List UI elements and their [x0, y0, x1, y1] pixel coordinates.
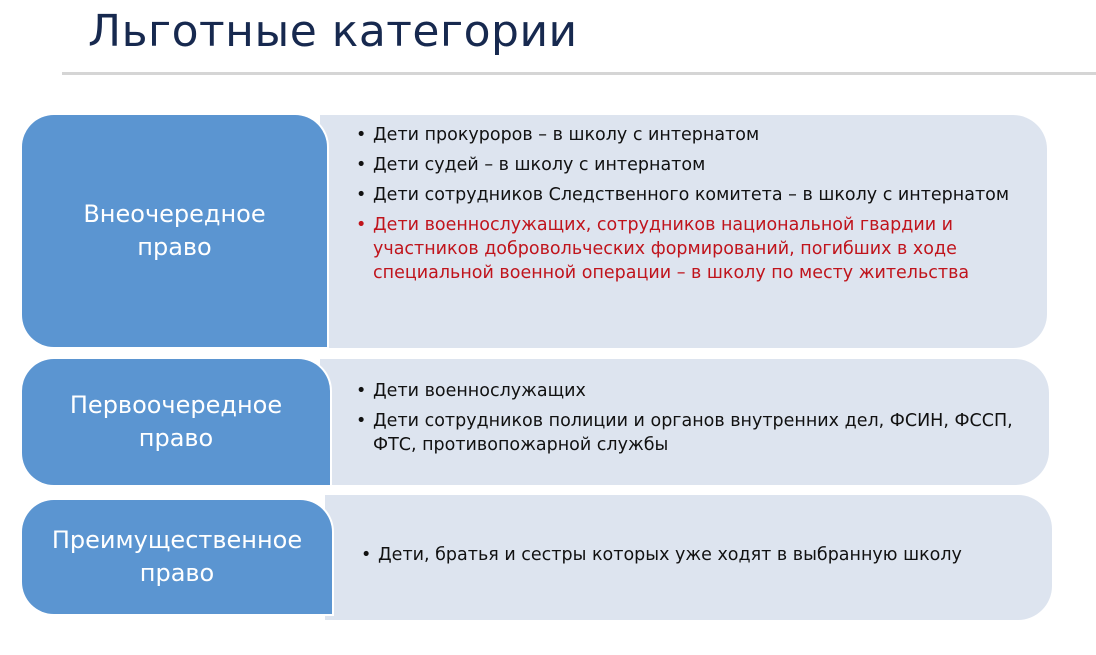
category-label-preferential: [22, 500, 332, 614]
category-label-line: право: [139, 559, 215, 587]
category-label-line: Внеочередное: [83, 200, 266, 228]
list-item: • Дети военнослужащих: [356, 379, 1016, 403]
list-item: • Дети сотрудников Следственного комитета – в школу с интернатом: [356, 183, 1016, 207]
list-item-highlighted: • Дети военнослужащих, сотрудников национальной гвардии и участников добровольческих формирований, погибших в ходе специальной военной операции – в школу по месту жительства: [356, 213, 1016, 285]
list-item: • Дети сотрудников полиции и органов внутренних дел, ФСИН, ФССП, ФТС, противопожарной службы: [356, 409, 1016, 457]
category-label-priority: [22, 359, 330, 485]
category-content-priority: [320, 359, 1049, 485]
category-label-line: право: [138, 424, 214, 452]
category-label-extraordinary: [22, 115, 327, 347]
category-content-extraordinary: [320, 115, 1047, 348]
category-label-line: Преимущественное: [51, 526, 303, 554]
category-content-preferential: [325, 495, 1052, 620]
category-label-line: Первоочередное: [69, 391, 283, 419]
category-label-line: право: [137, 233, 212, 261]
list-item: • Дети прокуроров – в школу с интернатом: [356, 123, 1016, 147]
list-item: • Дети судей – в школу с интернатом: [356, 153, 1016, 177]
title-divider: [62, 72, 1096, 75]
page-title: Льготные категории: [88, 6, 578, 57]
list-item: • Дети, братья и сестры которых уже ходят в выбранную школу: [361, 543, 1021, 567]
